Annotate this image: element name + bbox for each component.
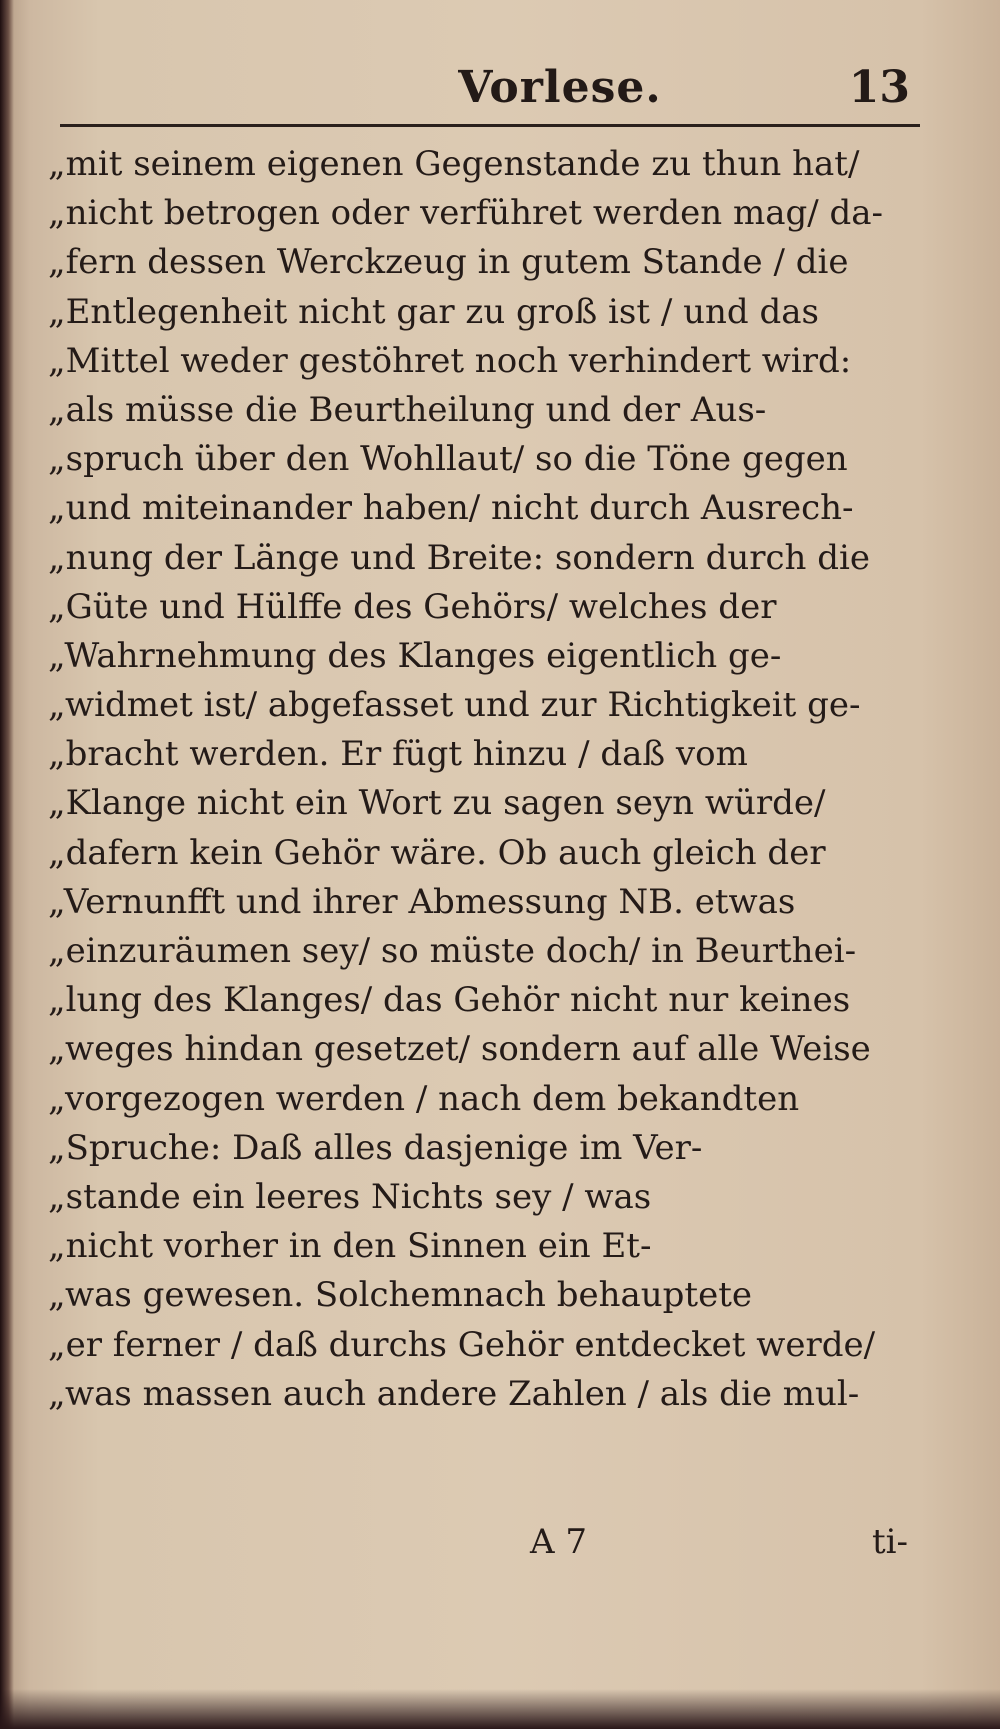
page-number: 13 (848, 62, 910, 113)
text-line: „er ferner / daß durchs Gehör entdecket werde/ (48, 1324, 876, 1365)
text-line: „Wahrnehmung des Klanges eigentlich ge- (48, 635, 782, 676)
page-footer (48, 1522, 938, 1572)
text-line: „nicht vorher in den Sinnen ein Et- (48, 1226, 652, 1267)
text-line: „Entlegenheit nicht gar zu groß ist / und das (48, 291, 819, 332)
text-line: „was gewesen. Solchemnach behauptete (48, 1275, 752, 1316)
text-line: „Spruche: Daß alles dasjenige im Ver- (48, 1127, 703, 1168)
text-line: „Vernunfft und ihrer Abmessung NB. etwas (48, 881, 796, 922)
catchword: ti- (871, 1522, 908, 1562)
text-line: „Mittel weder gestöhret noch verhindert wird: (48, 340, 852, 381)
text-line: „stande ein leeres Nichts sey / was (48, 1176, 652, 1217)
text-line: „spruch über den Wohllaut/ so die Töne gegen (48, 439, 848, 480)
body-text (48, 140, 938, 1419)
text-line: „und miteinander haben/ nicht durch Ausrech- (48, 488, 854, 529)
text-line: „widmet ist/ abgefasset und zur Richtigkeit ge- (48, 685, 861, 726)
page-left-edge (0, 0, 14, 1729)
text-line: „vorgezogen werden / nach dem bekandten (48, 1078, 800, 1119)
text-line: „nung der Länge und Breite: sondern durch die (48, 537, 870, 578)
text-line: „Güte und Hülffe des Gehörs/ welches der (48, 586, 777, 627)
text-line: „fern dessen Werckzeug in gutem Stande / die (48, 242, 849, 283)
text-line: „mit seinem eigenen Gegenstande zu thun hat/ (48, 144, 860, 184)
text-line: „was massen auch andere Zahlen / als die mul- (48, 1373, 860, 1414)
text-line: „als müsse die Beurtheilung und der Aus- (48, 389, 767, 430)
text-line: „lung des Klanges/ das Gehör nicht nur keines (48, 980, 851, 1021)
text-line: „einzuräumen sey/ so müste doch/ in Beurthei- (48, 931, 857, 971)
page-header (60, 62, 920, 132)
text-line: „nicht betrogen oder verführet werden mag/ da- (48, 193, 884, 234)
header-rule (60, 124, 920, 127)
text-line: „Klange nicht ein Wort zu sagen seyn würde/ (48, 783, 826, 824)
page-bottom-edge (0, 1689, 1000, 1729)
text-line: „bracht werden. Er fügt hinzu / daß vom (48, 734, 748, 775)
text-line: „weges hindan gesetzet/ sondern auf alle Weise (48, 1029, 871, 1070)
signature-mark: A 7 (530, 1522, 587, 1562)
text-line: „dafern kein Gehör wäre. Ob auch gleich der (48, 832, 826, 873)
running-title: Vorlese. (458, 62, 662, 113)
